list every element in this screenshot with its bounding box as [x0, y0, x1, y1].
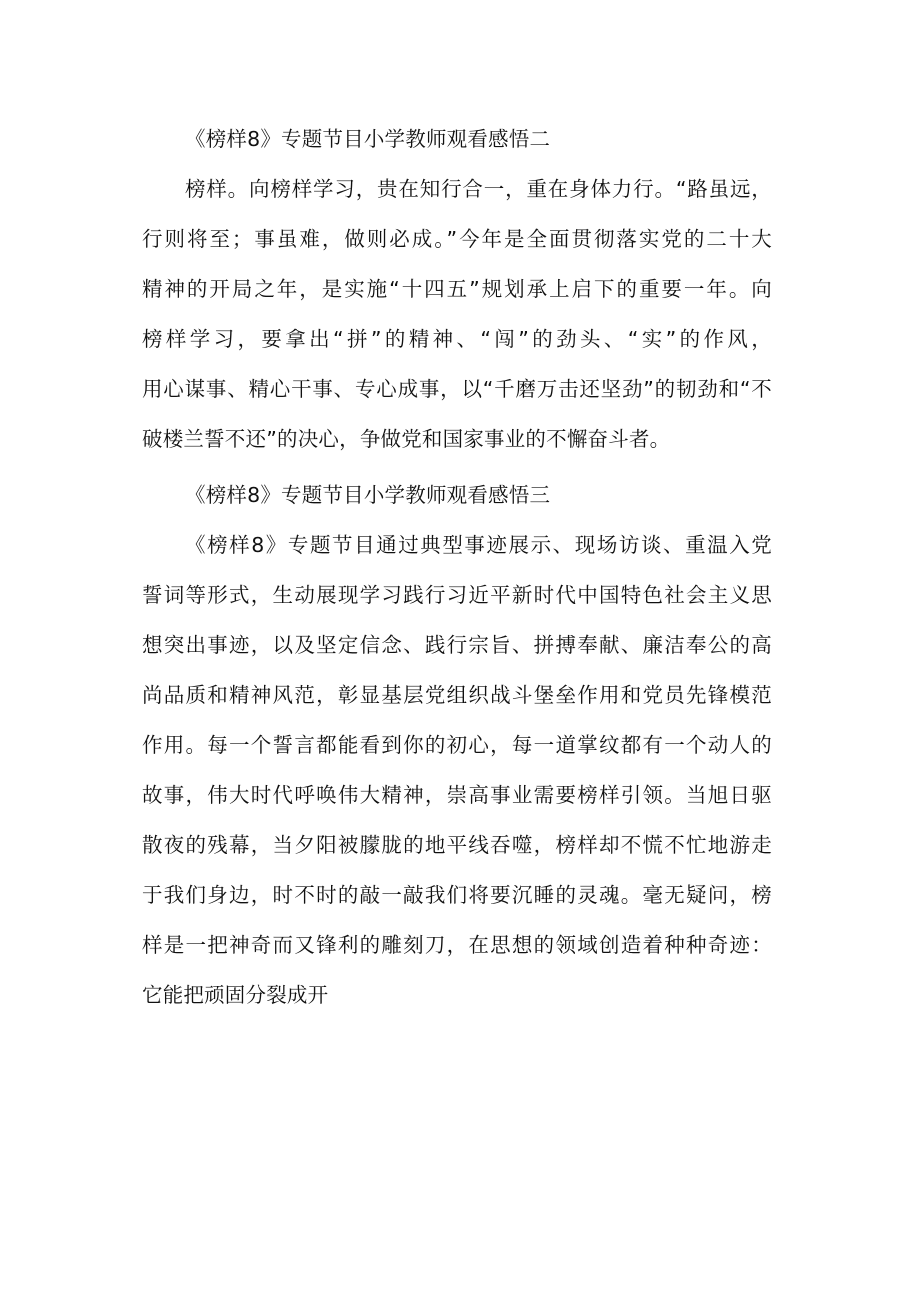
paragraph-line: 尚品质和精神风范，彰显基层党组织战斗堡垒作用和党员先锋模范	[142, 683, 772, 707]
paragraph-line: 精神的开局之年，是实施“十四五”规划承上启下的重要一年。向	[142, 277, 772, 301]
section-heading-3: 《榜样8》专题节目小学教师观看感悟三	[185, 483, 551, 507]
paragraph-line: 榜样。向榜样学习，贵在知行合一，重在身体力行。“路虽远，	[185, 177, 772, 201]
paragraph-line: 散夜的残幕，当夕阳被朦胧的地平线吞噬，榜样却不慌不忙地游走	[142, 833, 772, 857]
paragraph-line: 它能把顽固分裂成开	[142, 983, 329, 1007]
paragraph-line: 《榜样8》专题节目通过典型事迹展示、现场访谈、重温入党	[185, 533, 772, 557]
paragraph-line: 于我们身边，时不时的敲一敲我们将要沉睡的灵魂。毫无疑问，榜	[142, 883, 772, 907]
paragraph-line: 用心谋事、精心干事、专心成事，以“千磨万击还坚劲”的韧劲和“不	[142, 377, 772, 401]
section-heading-2: 《榜样8》专题节目小学教师观看感悟二	[185, 127, 551, 151]
paragraph-line: 誓词等形式，生动展现学习践行习近平新时代中国特色社会主义思	[142, 583, 772, 607]
paragraph-line: 破楼兰誓不还”的决心，争做党和国家事业的不懈奋斗者。	[142, 427, 671, 451]
paragraph-line: 样是一把神奇而又锋利的雕刻刀，在思想的领域创造着种种奇迹：	[142, 933, 772, 957]
paragraph-line: 想突出事迹，以及坚定信念、践行宗旨、拼搏奉献、廉洁奉公的高	[142, 633, 772, 657]
paragraph-line: 故事，伟大时代呼唤伟大精神，崇高事业需要榜样引领。当旭日驱	[142, 783, 772, 807]
paragraph-line: 行则将至；事虽难，做则必成。”今年是全面贯彻落实党的二十大	[142, 227, 772, 251]
paragraph-line: 作用。每一个誓言都能看到你的初心，每一道掌纹都有一个动人的	[142, 733, 772, 757]
paragraph-line: 榜样学习，要拿出“拼”的精神、“闯”的劲头、“实”的作风，	[142, 327, 772, 351]
